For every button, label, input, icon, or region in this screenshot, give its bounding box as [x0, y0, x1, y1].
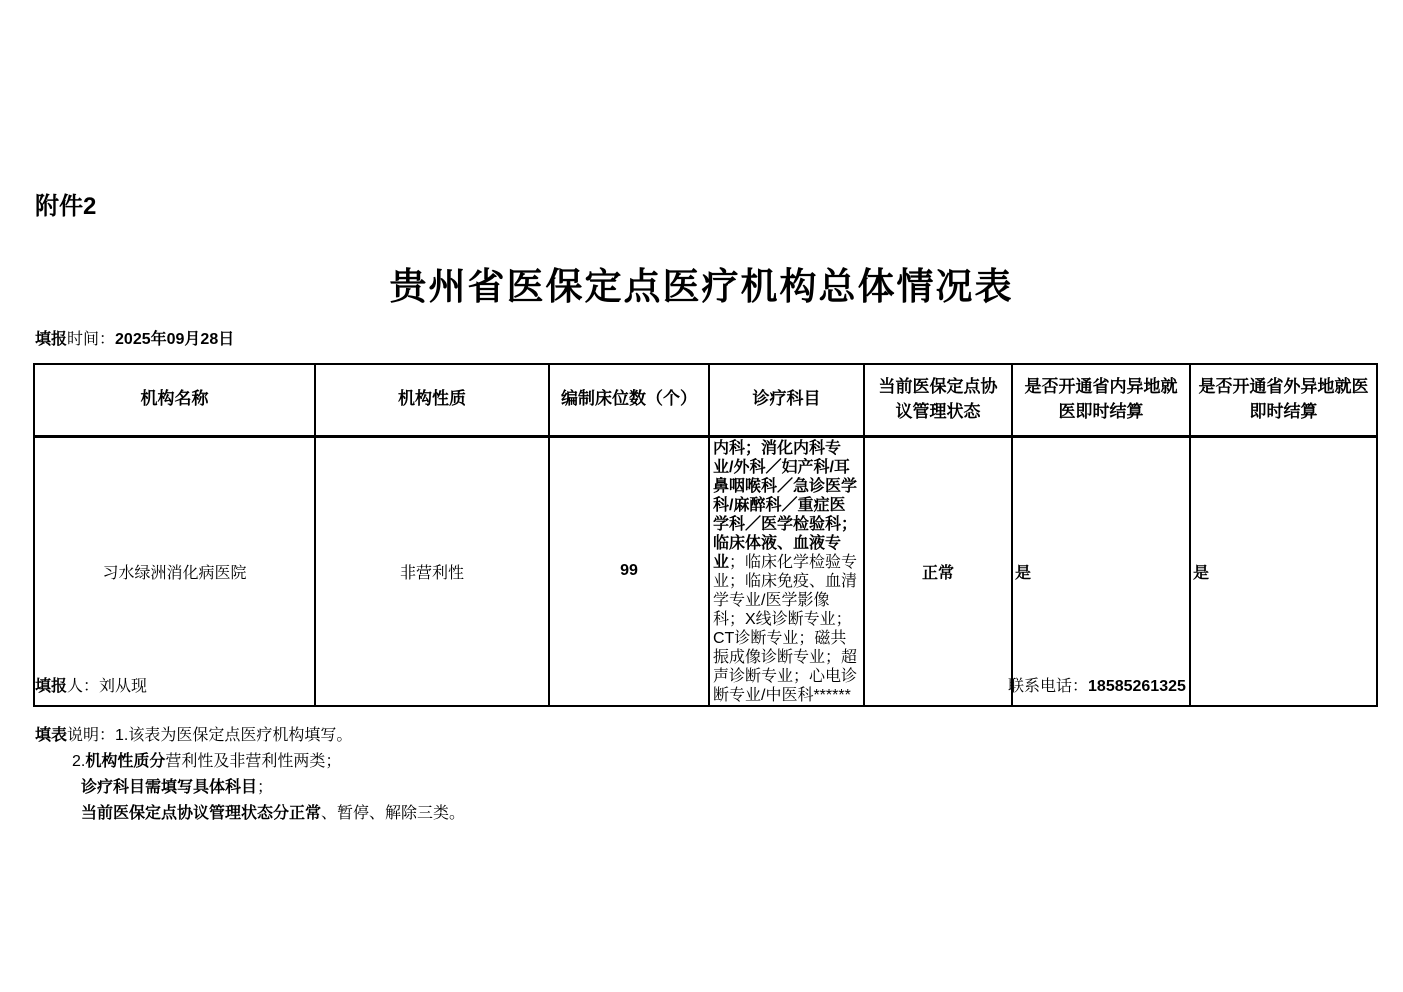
phone-line — [1008, 673, 1186, 696]
note-line-1 — [35, 723, 465, 749]
departments-text: ；临床化学检验专业；临床免疫、血清学专业/医学影像科；X线诊断专业；CT诊断专业；磁共振成像诊断专业；超声诊断专业；心电诊断专业/中医科****** — [713, 553, 858, 704]
form-notes — [35, 723, 465, 827]
note-2-number: 2. — [72, 753, 86, 770]
header-in-province-settlement: 是否开通省内异地就医即时结算 — [1012, 364, 1190, 436]
cell-agreement-status: 正常 — [864, 436, 1012, 706]
filler-label-bold: 填报 — [35, 678, 68, 695]
note-line-2 — [72, 749, 465, 775]
note-4-text: 、暂停、解除三类。 — [321, 805, 466, 822]
cell-institution-name: 习水绿洲消化病医院 — [34, 436, 315, 706]
table-row — [34, 436, 1377, 706]
header-institution-nature: 机构性质 — [315, 364, 549, 436]
note-2-text: 营利性及非营利性两类； — [165, 753, 342, 770]
institutions-table — [33, 363, 1378, 707]
table-header-row — [34, 364, 1377, 436]
report-time-line — [35, 326, 234, 349]
header-out-province-settlement: 是否开通省外异地就医即时结算 — [1190, 364, 1377, 436]
header-bed-count: 编制床位数（个） — [549, 364, 709, 436]
header-departments: 诊疗科目 — [709, 364, 864, 436]
note-line-3 — [81, 775, 465, 801]
cell-departments — [709, 436, 864, 706]
attachment-label: 附件2 — [35, 193, 97, 220]
note-3-bold: 诊疗科目需填写具体科目 — [81, 779, 258, 796]
phone-label: 联系电话： — [1008, 678, 1089, 695]
report-time-value: 2025年09月28日 — [115, 331, 235, 348]
phone-value: 18585261325 — [1088, 678, 1186, 695]
cell-out-province-settlement: 是 — [1190, 436, 1377, 706]
notes-label-rest: 说明： — [67, 727, 116, 744]
header-agreement-status: 当前医保定点协议管理状态 — [864, 364, 1012, 436]
page-title: 贵州省医保定点医疗机构总体情况表 — [389, 267, 1014, 308]
filler-line — [35, 673, 147, 696]
cell-in-province-settlement: 是 — [1012, 436, 1190, 706]
notes-label-bold: 填表 — [35, 727, 68, 744]
cell-bed-count: 99 — [549, 436, 709, 706]
note-3-text: ； — [257, 779, 274, 796]
header-institution-name: 机构名称 — [34, 364, 315, 436]
departments-text-bold: 内科；消化内科专业/外科／妇产科/耳鼻咽喉科／急诊医学科/麻醉科／重症医学科／医学检验科；临床体液、血液专业 — [713, 439, 858, 571]
filler-value: 刘从现 — [99, 678, 148, 695]
note-1-text: 1.该表为医保定点医疗机构填写。 — [115, 727, 353, 744]
filler-label: 人： — [67, 678, 100, 695]
cell-institution-nature: 非营利性 — [315, 436, 549, 706]
report-time-label-bold: 填报 — [35, 331, 68, 348]
note-2-bold: 机构性质分 — [85, 753, 166, 770]
report-time-label: 时间： — [67, 331, 116, 348]
note-line-4 — [81, 801, 465, 827]
note-4-bold: 当前医保定点协议管理状态分正常 — [81, 805, 322, 822]
